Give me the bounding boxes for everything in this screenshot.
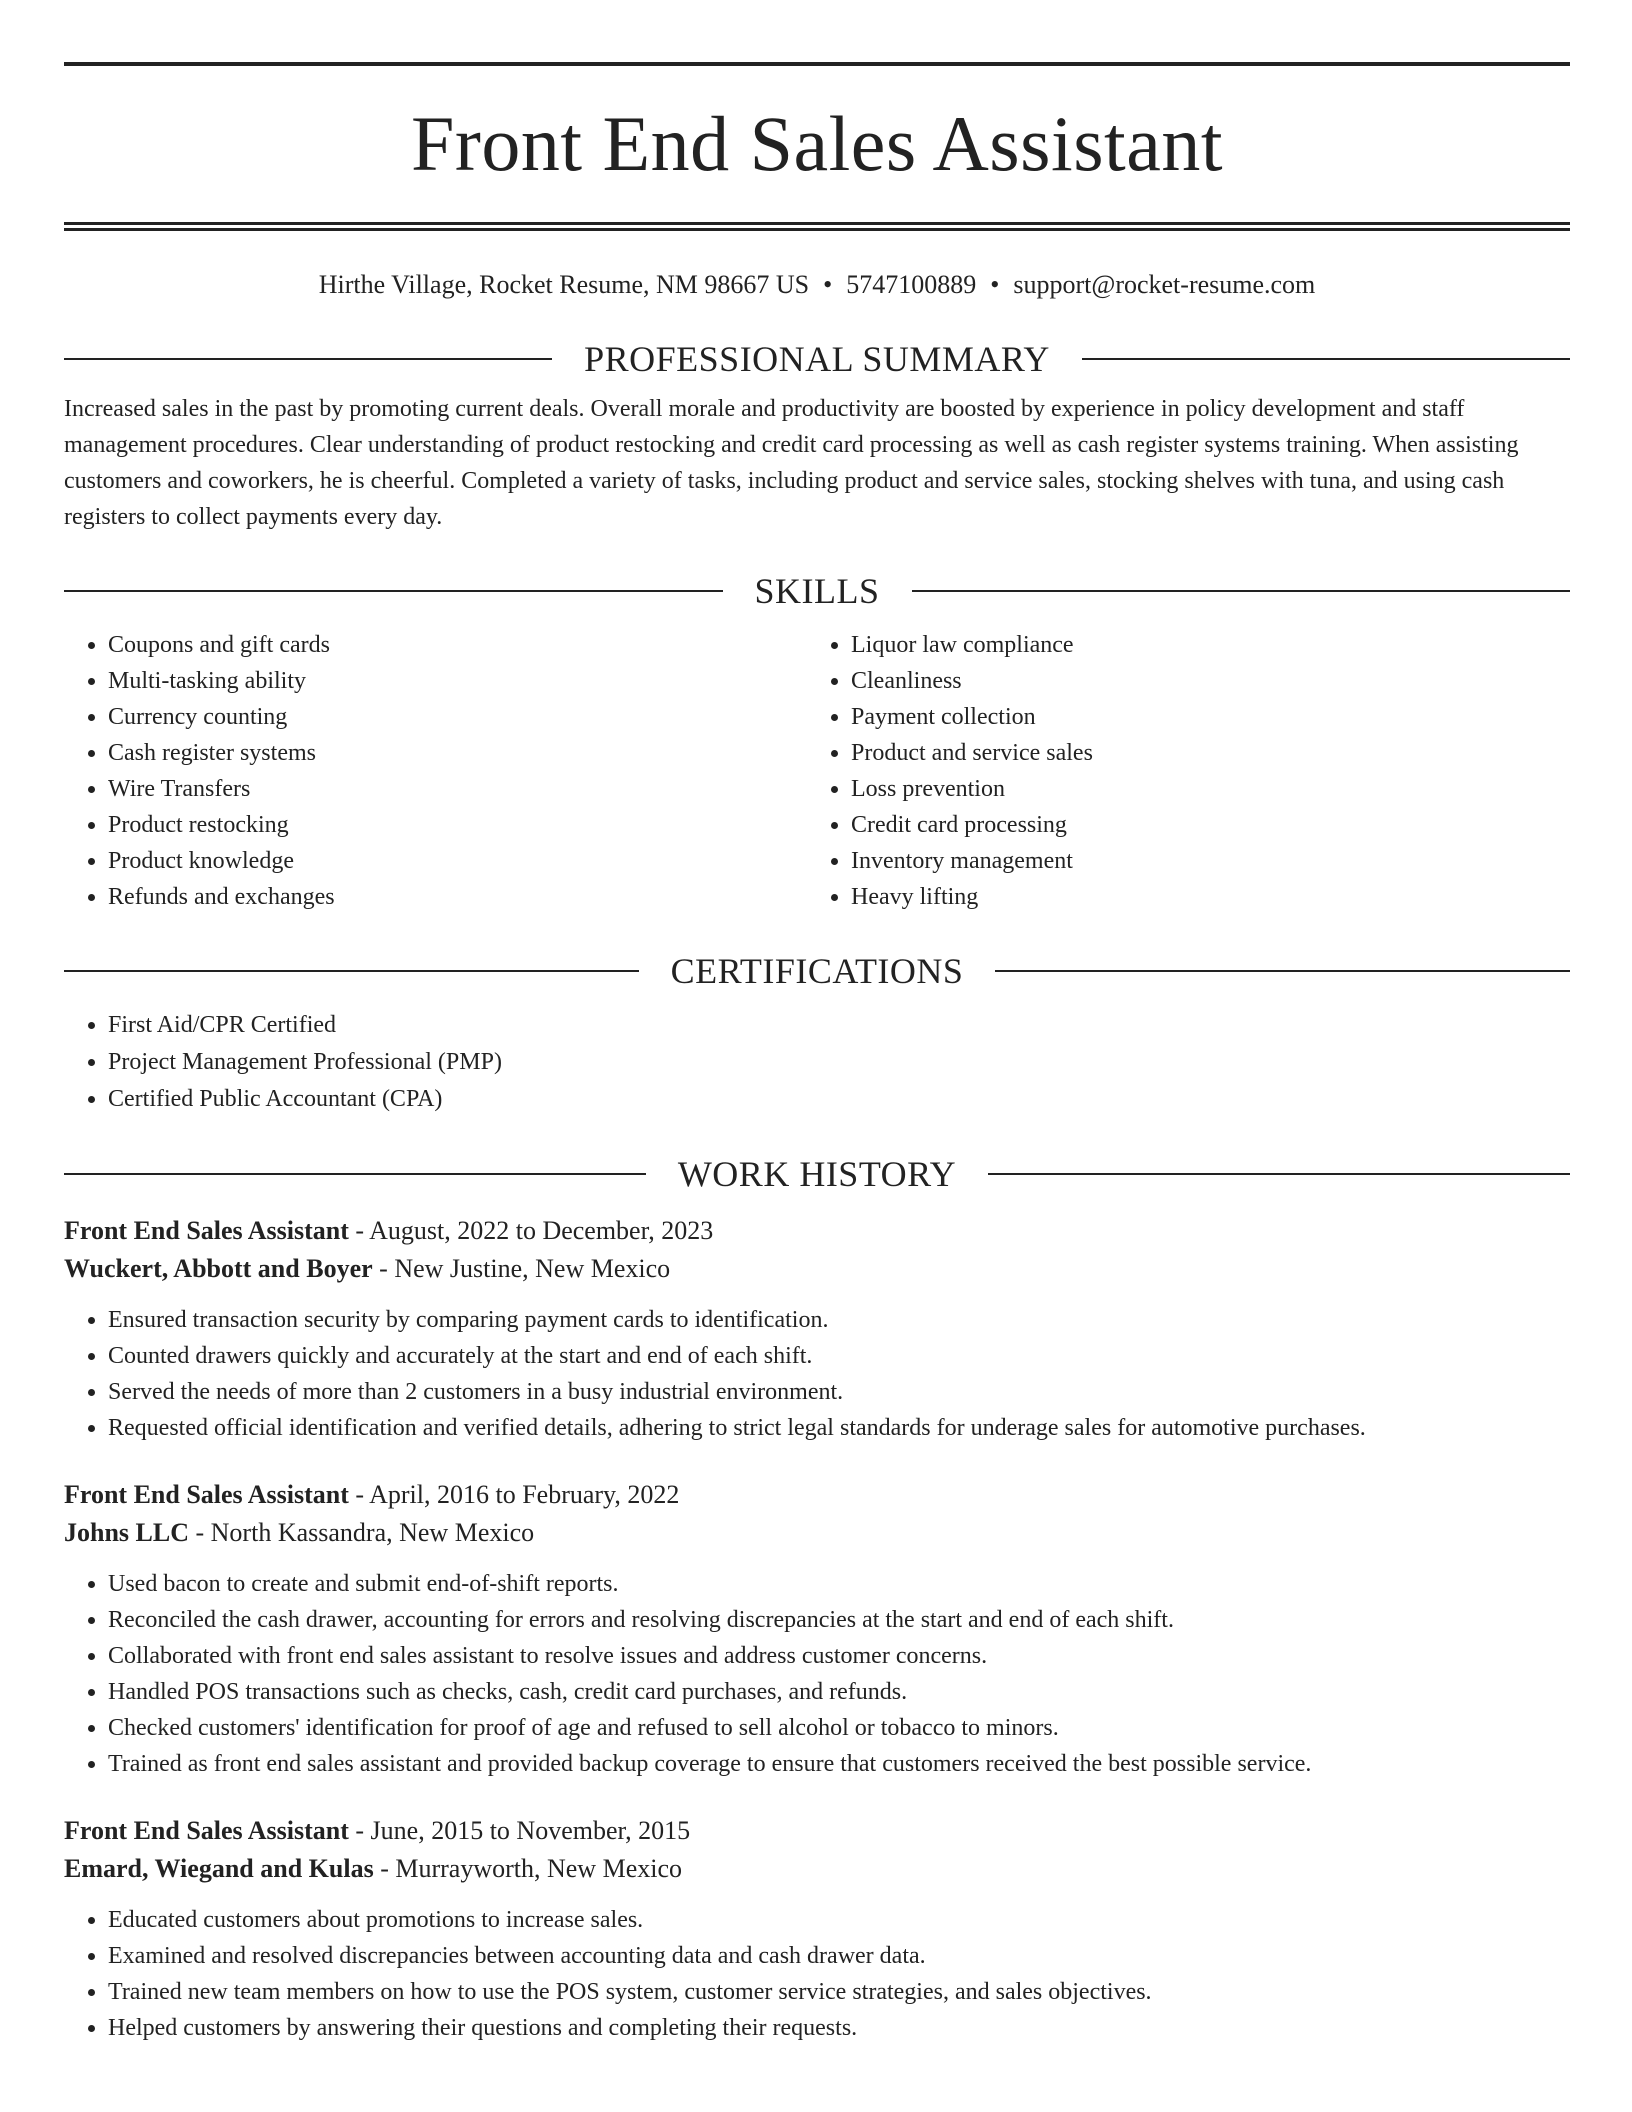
job-company-line	[64, 1514, 1570, 1552]
heading-rule-right	[995, 970, 1570, 972]
certification-item: • First Aid/CPR Certified	[108, 1007, 1570, 1044]
contact-separator: •	[823, 270, 833, 299]
job-company: Wuckert, Abbott and Boyer	[64, 1254, 373, 1283]
job-title: Front End Sales Assistant	[64, 1816, 349, 1845]
job-title-line	[64, 1476, 1570, 1514]
job-location: - Murrayworth, New Mexico	[373, 1854, 683, 1883]
job-bullet: • Educated customers about promotions to increase sales.	[108, 1902, 1570, 1938]
job-title-line	[64, 1812, 1570, 1850]
section-label: SKILLS	[754, 571, 880, 611]
skills-list-right	[807, 627, 1570, 915]
skill-item: • Currency counting	[108, 699, 807, 735]
job-company-line	[64, 1250, 1570, 1288]
job-dates: - August, 2022 to December, 2023	[348, 1216, 714, 1245]
section-heading-summary	[64, 337, 1570, 381]
skill-item: • Refunds and exchanges	[108, 879, 807, 915]
skill-item: • Cleanliness	[851, 663, 1570, 699]
skill-item: • Coupons and gift cards	[108, 627, 807, 663]
skill-item: • Cash register systems	[108, 735, 807, 771]
job-bullet: • Examined and resolved discrepancies between accounting data and cash drawer data.	[108, 1938, 1570, 1974]
contact-separator: •	[990, 270, 1000, 299]
job-company: Johns LLC	[64, 1518, 189, 1547]
contact-address: Hirthe Village, Rocket Resume, NM 98667 US	[318, 270, 810, 299]
job-bullet: • Reconciled the cash drawer, accounting for errors and resolving discrepancies at the start and end of each shift.	[108, 1602, 1570, 1638]
job-bullet: • Handled POS transactions such as checks, cash, credit card purchases, and refunds.	[108, 1674, 1570, 1710]
skill-item: • Heavy lifting	[851, 879, 1570, 915]
skill-item: • Product and service sales	[851, 735, 1570, 771]
job-bullet: • Collaborated with front end sales assistant to resolve issues and address customer concerns.	[108, 1638, 1570, 1674]
section-heading-work-history	[64, 1152, 1570, 1196]
skill-item: • Inventory management	[851, 843, 1570, 879]
certification-item: • Certified Public Accountant (CPA)	[108, 1081, 1570, 1118]
contact-line	[64, 267, 1570, 303]
skill-item: • Credit card processing	[851, 807, 1570, 843]
resume-content	[64, 62, 1570, 2046]
job-entry	[64, 1476, 1570, 1782]
contact-email: support@rocket-resume.com	[1013, 270, 1316, 299]
section-heading-certifications	[64, 949, 1570, 993]
skill-item: • Product knowledge	[108, 843, 807, 879]
section-label: WORK HISTORY	[677, 1154, 957, 1194]
skills-columns	[64, 627, 1570, 915]
summary-text: Increased sales in the past by promoting current deals. Overall morale and productivity are boosted by experience in policy development and staff management procedures. Clear understanding of product restocking and credit card processing as well as cash register systems training. When assisting customers and coworkers, he is cheerful. Completed a variety of tasks, including product and service sales, stocking shelves with tuna, and using cash registers to collect payments every day.	[64, 396, 1519, 530]
job-location: - New Justine, New Mexico	[372, 1254, 671, 1283]
job-bullet: • Checked customers' identification for proof of age and refused to sell alcohol or tobacco to minors.	[108, 1710, 1570, 1746]
skill-item: • Product restocking	[108, 807, 807, 843]
certifications-list	[64, 1007, 1570, 1118]
top-rule	[64, 62, 1570, 66]
job-bullet: • Helped customers by answering their questions and completing their requests.	[108, 2010, 1570, 2046]
skills-list-left	[64, 627, 807, 915]
job-location: - North Kassandra, New Mexico	[189, 1518, 535, 1547]
skill-item: • Payment collection	[851, 699, 1570, 735]
section-label: CERTIFICATIONS	[670, 951, 964, 991]
skill-item: • Wire Transfers	[108, 771, 807, 807]
job-bullets	[64, 1566, 1570, 1782]
job-bullets	[64, 1902, 1570, 2046]
job-bullet: • Served the needs of more than 2 customers in a busy industrial environment.	[108, 1374, 1570, 1410]
job-bullet: • Used bacon to create and submit end-of-shift reports.	[108, 1566, 1570, 1602]
certification-item: • Project Management Professional (PMP)	[108, 1044, 1570, 1081]
skills-column-right	[807, 627, 1570, 915]
job-entry	[64, 1212, 1570, 1446]
contact-phone: 5747100889	[846, 270, 977, 299]
job-company-line	[64, 1850, 1570, 1888]
job-bullet: • Trained new team members on how to use the POS system, customer service strategies, and sales objectives.	[108, 1974, 1570, 2010]
job-title: Front End Sales Assistant	[64, 1480, 349, 1509]
job-bullet: • Trained as front end sales assistant and provided backup coverage to ensure that customers received the best possible service.	[108, 1746, 1570, 1782]
heading-rule-left	[64, 970, 639, 972]
heading-rule-left	[64, 358, 552, 360]
heading-rule-left	[64, 590, 723, 592]
double-rule	[64, 222, 1570, 231]
heading-rule-left	[64, 1173, 646, 1175]
job-bullet: • Counted drawers quickly and accurately at the start and end of each shift.	[108, 1338, 1570, 1374]
heading-rule-right	[988, 1173, 1570, 1175]
job-company: Emard, Wiegand and Kulas	[64, 1854, 374, 1883]
heading-rule-right	[1082, 358, 1570, 360]
resume-title: Front End Sales Assistant	[410, 100, 1224, 187]
job-bullet: • Requested official identification and verified details, adhering to strict legal standards for underage sales for automotive purchases.	[108, 1410, 1570, 1446]
section-heading-skills	[64, 569, 1570, 613]
job-bullets	[64, 1302, 1570, 1446]
heading-rule-right	[912, 590, 1571, 592]
job-entry	[64, 1812, 1570, 2046]
job-title: Front End Sales Assistant	[64, 1216, 349, 1245]
job-bullet: • Ensured transaction security by comparing payment cards to identification.	[108, 1302, 1570, 1338]
job-dates: - April, 2016 to February, 2022	[348, 1480, 680, 1509]
section-label: PROFESSIONAL SUMMARY	[584, 339, 1050, 379]
skill-item: • Multi-tasking ability	[108, 663, 807, 699]
skill-item: • Liquor law compliance	[851, 627, 1570, 663]
job-title-line	[64, 1212, 1570, 1250]
job-dates: - June, 2015 to November, 2015	[348, 1816, 691, 1845]
skills-column-left	[64, 627, 807, 915]
skill-item: • Loss prevention	[851, 771, 1570, 807]
